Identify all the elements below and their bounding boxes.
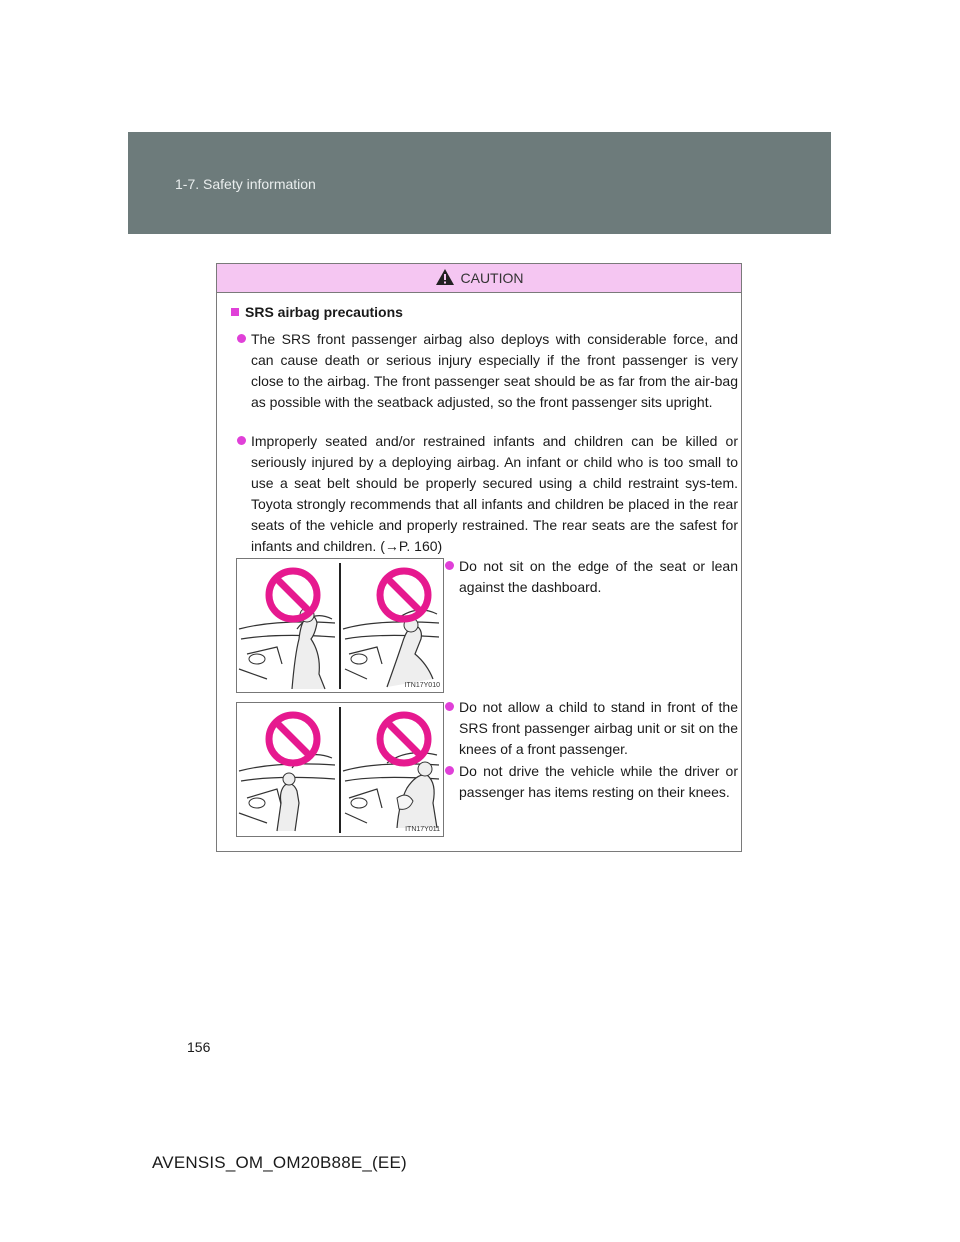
illustration-code: ITN17Y011 bbox=[405, 826, 440, 833]
illustration-code: ITN17Y010 bbox=[404, 682, 440, 689]
illustration-child-front bbox=[236, 702, 444, 837]
section-header: 1-7. Safety information bbox=[175, 176, 316, 192]
square-bullet-icon bbox=[231, 308, 239, 316]
illustration-seat-edge bbox=[236, 558, 444, 693]
caution-heading bbox=[217, 264, 741, 293]
bullet-dot-icon bbox=[237, 436, 246, 445]
bullet-paragraph: Improperly seated and/or restrained infants and children can be killed or seriously injured by a deploying airbag. An infant or child who is too small to use a seat belt should be properly secured using a child restraint sys-tem. Toyota strongly recommends that all infants and children be placed in the rear seats of the vehicle and properly restrained. The rear seats are the safest for infants and children. (→P. 160) bbox=[251, 431, 738, 557]
caution-label: CAUTION bbox=[460, 270, 524, 286]
section-title-text: SRS airbag precautions bbox=[245, 304, 403, 320]
bullet-paragraph: Do not sit on the edge of the seat or lean against the dashboard. bbox=[459, 556, 738, 598]
bullet-paragraph: The SRS front passenger airbag also deploys with considerable force, and can cause death or serious injury especially if the front passenger is very close to the airbag. The front passenger seat should be as far from the air-bag as possible with the seatback adjusted, so the front passenger sits upright. bbox=[251, 329, 738, 413]
caution-box bbox=[216, 263, 742, 852]
bullet-paragraph: Do not drive the vehicle while the driver or passenger has items resting on their knees. bbox=[459, 761, 738, 803]
page-number: 156 bbox=[187, 1039, 211, 1055]
bullet-dot-icon bbox=[237, 334, 246, 343]
prohibition-sign-icon bbox=[380, 715, 428, 763]
prohibition-sign-icon bbox=[380, 571, 428, 619]
bullet-dot-icon bbox=[445, 561, 454, 570]
document-code: AVENSIS_OM_OM20B88E_(EE) bbox=[152, 1153, 407, 1172]
warning-triangle-icon bbox=[435, 268, 455, 286]
bullet-dot-icon bbox=[445, 702, 454, 711]
header-band bbox=[128, 132, 831, 234]
bullet-dot-icon bbox=[445, 766, 454, 775]
bullet-paragraph: Do not allow a child to stand in front of the SRS front passenger airbag unit or sit on the knees of a front passenger. bbox=[459, 697, 738, 760]
section-title bbox=[231, 304, 403, 320]
prohibition-sign-icon bbox=[269, 571, 317, 619]
prohibition-sign-icon bbox=[269, 715, 317, 763]
